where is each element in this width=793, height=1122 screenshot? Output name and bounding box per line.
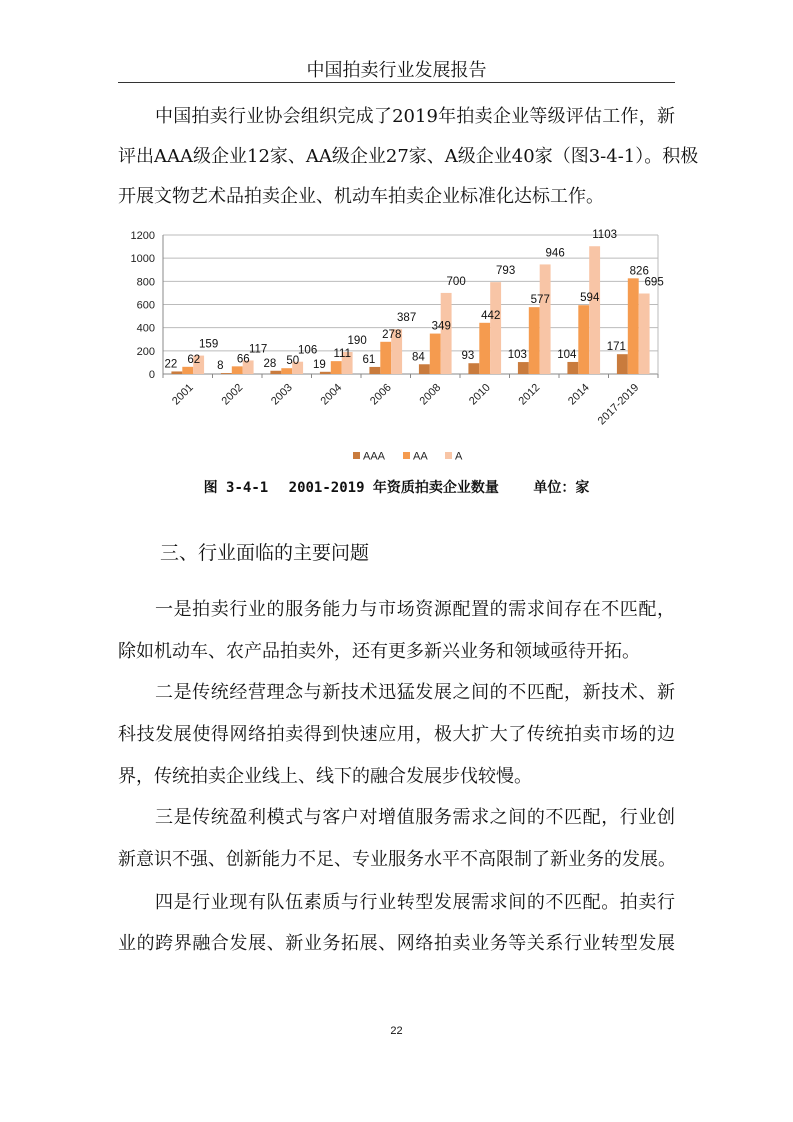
data-label: 61 [362, 353, 376, 366]
data-label: 62 [187, 353, 201, 366]
data-label: 278 [382, 328, 402, 341]
bar-aa [232, 366, 243, 374]
bar-a [490, 282, 501, 374]
legend-swatch-a [445, 452, 452, 459]
bar-aa [182, 367, 193, 374]
data-label: 104 [557, 348, 577, 361]
caption-label: 图 3-4-1 [203, 480, 269, 496]
data-label: 695 [644, 276, 664, 289]
bar-aaa [270, 371, 281, 374]
data-label: 349 [431, 320, 451, 333]
legend-label: AAA [363, 450, 386, 463]
intro-line: 评出AAA级企业12家、AA级企业27家、A级企业40家（图3-4-1）。积极 [118, 146, 699, 167]
data-label: 190 [347, 334, 367, 347]
data-label: 700 [446, 275, 466, 288]
data-label: 1103 [592, 229, 618, 242]
data-label: 28 [263, 357, 277, 370]
data-label: 8 [217, 360, 224, 373]
data-label: 84 [411, 351, 425, 364]
paragraph-line: 科技发展使得网络拍卖得到快速应用，极大扩大了传统拍卖市场的边 [118, 724, 675, 745]
paragraph-line: 业的跨界融合发展、新业务拓展、网络拍卖业务等关系行业转型发展 [118, 933, 675, 954]
x-tick-label: 2004 [318, 381, 345, 408]
data-label: 793 [496, 265, 516, 278]
bar-aaa [617, 354, 628, 374]
paragraph-line: 除如机动车、农产品拍卖外，还有更多新兴业务和领域亟待开拓。 [118, 641, 640, 662]
legend-swatch-aa [403, 452, 410, 459]
page-number: 22 [390, 1025, 403, 1037]
x-tick-label: 2012 [516, 381, 543, 408]
data-label: 946 [545, 247, 565, 260]
paragraph-line: 新意识不强、创新能力不足、专业服务水平不高限制了新业务的发展。 [118, 849, 676, 870]
bar-aa [331, 361, 342, 374]
data-label: 171 [606, 341, 626, 354]
x-tick-label: 2001 [170, 381, 196, 408]
x-tick-label: 2008 [417, 381, 444, 408]
bar-chart [110, 220, 670, 470]
bar-aa [380, 342, 391, 374]
paragraph-line: 四是行业现有队伍素质与行业转型发展需求间的不匹配。拍卖行 [155, 892, 675, 913]
section-title: 三、行业面临的主要问题 [160, 542, 370, 564]
data-label: 442 [481, 309, 501, 322]
data-label: 22 [164, 358, 178, 371]
data-label: 826 [629, 265, 649, 278]
legend-label: A [455, 450, 463, 463]
y-tick-label: 600 [136, 299, 155, 312]
data-label: 594 [580, 292, 600, 305]
legend-label: AA [413, 450, 428, 463]
bar-aaa [518, 362, 529, 374]
bar-a [441, 293, 452, 374]
data-label: 577 [530, 294, 550, 307]
caption-title: 2001-2019 年资质拍卖企业数量 [288, 480, 499, 496]
bar-aaa [320, 372, 331, 374]
data-label: 111 [333, 348, 351, 361]
x-tick-label: 2002 [219, 381, 246, 408]
bar-aaa [171, 371, 182, 374]
data-label: 117 [248, 343, 268, 356]
intro-line: 开展文物艺术品拍卖企业、机动车拍卖企业标准化达标工作。 [118, 186, 604, 207]
y-tick-label: 1200 [130, 230, 155, 242]
data-label: 93 [461, 350, 475, 363]
data-label: 387 [397, 312, 417, 325]
bar-aaa [221, 373, 232, 374]
data-label: 159 [199, 338, 219, 351]
y-tick-label: 800 [136, 276, 155, 289]
paragraph-line: 界，传统拍卖企业线上、线下的融合发展步伐较慢。 [118, 766, 532, 787]
x-tick-label: 2017-2019 [595, 381, 642, 428]
data-label: 103 [507, 349, 527, 362]
bar-a [589, 246, 600, 374]
data-label: 66 [236, 353, 250, 366]
y-tick-label: 1000 [130, 253, 155, 266]
x-tick-label: 2003 [269, 381, 295, 408]
bar-aaa [567, 362, 578, 374]
bar-aa [628, 278, 639, 374]
legend-swatch-aaa [353, 452, 360, 459]
data-label: 106 [298, 344, 318, 357]
bar-aa [578, 305, 589, 374]
figure-caption [0, 477, 793, 497]
bar-a [639, 293, 650, 374]
bar-aa [479, 323, 490, 374]
bar-aaa [419, 364, 430, 374]
bar-aa [281, 368, 292, 374]
x-tick-label: 2006 [368, 381, 394, 408]
x-tick-label: 2014 [566, 381, 592, 408]
data-label: 50 [286, 355, 300, 368]
running-header: 中国拍卖行业发展报告 [306, 60, 487, 81]
paragraph-line: 二是传统经营理念与新技术迅猛发展之间的不匹配，新技术、新 [155, 682, 675, 703]
bar-a [540, 264, 551, 374]
data-label: 19 [312, 358, 326, 371]
y-tick-label: 200 [136, 345, 155, 358]
bar-aaa [468, 363, 479, 374]
x-tick-label: 2010 [467, 381, 493, 408]
caption-unit: 单位：家 [533, 480, 590, 496]
paragraph-line: 一是拍卖行业的服务能力与市场资源配置的需求间存在不匹配， [155, 599, 675, 620]
bar-aa [430, 334, 441, 374]
bar-aaa [369, 367, 380, 374]
paragraph-line: 三是传统盈利模式与客户对增值服务需求之间的不匹配，行业创 [155, 807, 675, 828]
header-rule [118, 82, 675, 83]
y-tick-label: 400 [136, 322, 155, 335]
intro-line: 中国拍卖行业协会组织完成了2019年拍卖企业等级评估工作，新 [155, 106, 675, 127]
bar-aa [529, 307, 540, 374]
y-tick-label: 0 [148, 369, 155, 381]
